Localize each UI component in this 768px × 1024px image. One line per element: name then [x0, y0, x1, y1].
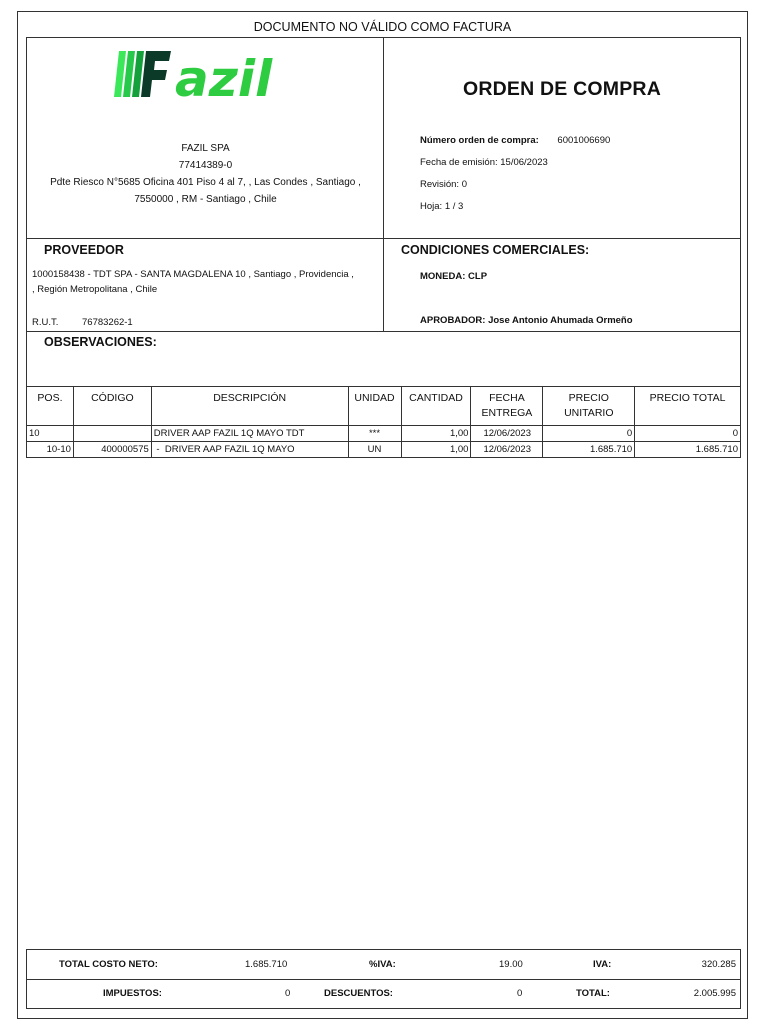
issue-date: Fecha de emisión: 15/06/2023	[420, 157, 548, 168]
order-number-value: 6001006690	[557, 135, 611, 146]
supplier-rut-value: 76783262-1	[82, 317, 133, 328]
row-total-price: 0	[635, 426, 741, 442]
approver: APROBADOR: Jose Antonio Ahumada Ormeño	[420, 315, 633, 326]
totals-section	[26, 949, 741, 1009]
vat-value: 320.285	[701, 959, 736, 970]
col-unit-price	[543, 387, 635, 426]
company-header	[26, 37, 384, 239]
vat-percent-value: 19.00	[499, 959, 523, 970]
discounts-value: 0	[517, 988, 523, 999]
items-table	[26, 386, 741, 458]
currency: MONEDA: CLP	[420, 271, 488, 282]
col-unit: UNIDAD	[348, 387, 401, 426]
row-description: - DRIVER AAP FAZIL 1Q MAYO	[151, 442, 348, 458]
row-unit-price: 1.685.710	[543, 442, 635, 458]
supplier-address	[32, 267, 354, 297]
observations-heading: OBSERVACIONES:	[44, 335, 157, 349]
document-page	[17, 11, 748, 1019]
col-unit-price-line1: PRECIO	[568, 392, 609, 404]
company-rut: 77414389-0	[178, 160, 233, 171]
company-address-line2: 7550000 , RM - Santiago , Chile	[134, 194, 277, 205]
supplier-line1: 1000158438 - TDT SPA - SANTA MAGDALENA 10 , Santiago , Providencia ,	[32, 269, 354, 280]
col-delivery-date-line1: FECHA	[489, 392, 525, 404]
order-number-label: Número orden de compra:	[420, 135, 539, 146]
invalid-invoice-banner: DOCUMENTO NO VÁLIDO COMO FACTURA	[253, 20, 512, 34]
grand-total-value: 2.005.995	[693, 988, 736, 999]
net-total-value: 1.685.710	[245, 959, 288, 970]
order-title: ORDEN DE COMPRA	[462, 78, 661, 100]
col-delivery-date-line2: ENTREGA	[481, 407, 533, 419]
row-quantity: 1,00	[401, 442, 471, 458]
order-number-row	[420, 135, 610, 146]
company-info	[27, 140, 384, 208]
revision: Revisión: 0	[420, 179, 467, 190]
taxes-value: 0	[285, 988, 291, 999]
row-description: DRIVER AAP FAZIL 1Q MAYO TDT	[151, 426, 348, 442]
company-address-line1: Pdte Riesco N°5685 Oficina 401 Piso 4 al 7, , Las Condes , Santiago ,	[50, 177, 361, 188]
taxes-label: IMPUESTOS:	[103, 988, 162, 999]
table-header-row	[27, 387, 741, 426]
supplier-heading: PROVEEDOR	[44, 243, 124, 257]
grand-total-label: TOTAL:	[576, 988, 610, 999]
row-unit-price: 0	[543, 426, 635, 442]
col-description: DESCRIPCIÓN	[151, 387, 348, 426]
totals-row-1	[27, 950, 740, 979]
row-delivery-date: 12/06/2023	[471, 442, 543, 458]
observations-section	[26, 331, 741, 387]
totals-row-2	[27, 979, 740, 1008]
row-code: 400000575	[73, 442, 151, 458]
svg-text:azil: azil	[175, 50, 273, 103]
conditions-heading: CONDICIONES COMERCIALES:	[401, 243, 590, 257]
row-unit: ***	[348, 426, 401, 442]
row-unit: UN	[348, 442, 401, 458]
supplier-section	[26, 238, 384, 332]
table-row	[27, 426, 741, 442]
row-total-price: 1.685.710	[635, 442, 741, 458]
row-code	[73, 426, 151, 442]
col-pos: POS.	[27, 387, 74, 426]
col-code: CÓDIGO	[73, 387, 151, 426]
col-total-price: PRECIO TOTAL	[635, 387, 741, 426]
net-total-label: TOTAL COSTO NETO:	[59, 959, 158, 970]
order-header	[383, 37, 741, 239]
row-pos: 10	[27, 426, 74, 442]
commercial-conditions-section	[383, 238, 741, 332]
fazil-logo	[113, 47, 293, 108]
col-delivery-date	[471, 387, 543, 426]
row-quantity: 1,00	[401, 426, 471, 442]
company-name: FAZIL SPA	[181, 143, 230, 154]
supplier-rut-label: R.U.T.	[32, 317, 59, 328]
vat-label: IVA:	[593, 959, 612, 970]
table-row	[27, 442, 741, 458]
col-unit-price-line2: UNITARIO	[564, 407, 614, 419]
row-delivery-date: 12/06/2023	[471, 426, 543, 442]
page-count: Hoja: 1 / 3	[420, 201, 464, 212]
supplier-line2: , Región Metropolitana , Chile	[32, 284, 158, 295]
vat-percent-label: %IVA:	[369, 959, 396, 970]
col-quantity: CANTIDAD	[401, 387, 471, 426]
row-pos: 10-10	[27, 442, 74, 458]
discounts-label: DESCUENTOS:	[324, 988, 393, 999]
